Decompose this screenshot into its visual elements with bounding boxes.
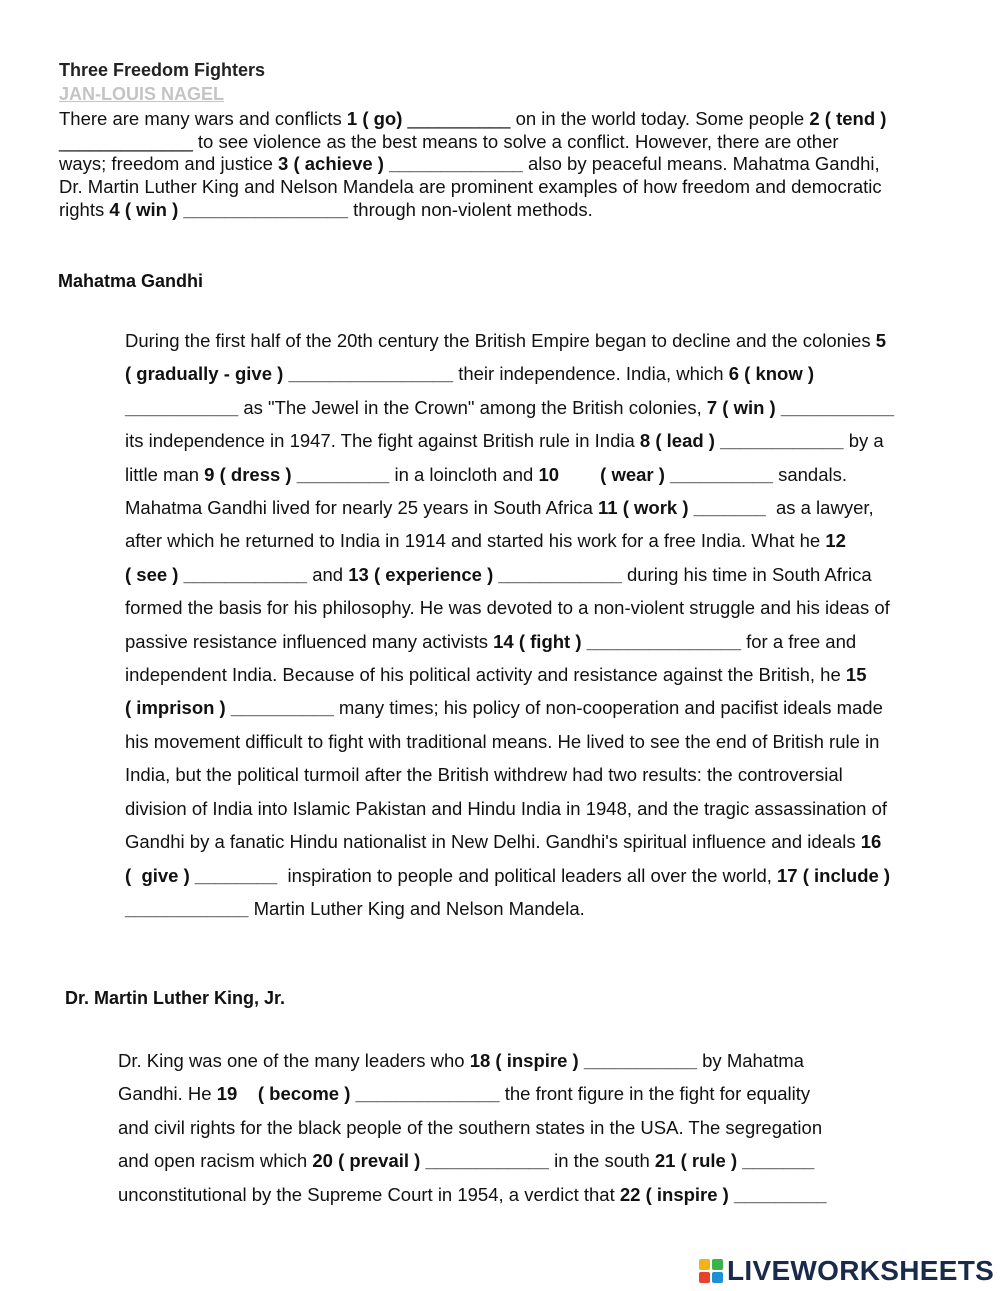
gandhi-line: During the first half of the 20th century the British Empire began to decline and the colonies 5 [125, 330, 887, 351]
intro-paragraph [59, 108, 959, 222]
gandhi-line: ____________ Martin Luther King and Nelson Mandela. [125, 897, 585, 919]
gandhi-line: his movement difficult to fight with traditional means. He lived to see the end of British rule in [125, 730, 880, 752]
document-title: Three Freedom Fighters [59, 60, 266, 80]
intro-line: rights 4 ( win ) ________________ through non-violent methods. [59, 198, 593, 220]
intro-line: ways; freedom and justice 3 ( achieve ) _____________ also by peaceful means. Mahatma Gandhi, [59, 153, 880, 175]
king-line: unconstitutional by the Supreme Court in 1954, a verdict that 22 ( inspire ) _________ [118, 1183, 827, 1205]
gandhi-line: Mahatma Gandhi lived for nearly 25 years in South Africa 11 ( work ) _______ as a lawyer, [125, 497, 874, 519]
section-heading-gandhi: Mahatma Gandhi [58, 271, 204, 291]
gandhi-line: ___________ as "The Jewel in the Crown" among the British colonies, 7 ( win ) ___________ [125, 396, 895, 418]
gandhi-line: India, but the political turmoil after the British withdrew had two results: the controversial [125, 764, 843, 786]
liveworksheets-logo-icon [699, 1259, 723, 1283]
gandhi-line: division of India into Islamic Pakistan and Hindu India in 1948, and the tragic assassination of [125, 797, 888, 819]
gandhi-line: ( imprison ) __________ many times; his policy of non-cooperation and pacifist ideals made [125, 697, 883, 719]
liveworksheets-logo-text: LIVEWORKSHEETS [727, 1255, 995, 1286]
gandhi-line: little man 9 ( dress ) _________ in a loincloth and 10 ( wear ) __________ sandals. [125, 463, 847, 485]
king-line: and open racism which 20 ( prevail ) ____________ in the south 21 ( rule ) _______ [118, 1150, 815, 1172]
king-line: and civil rights for the black people of the southern states in the USA. The segregation [118, 1116, 823, 1138]
gandhi-line: passive resistance influenced many activists 14 ( fight ) _______________ for a free and [125, 630, 857, 652]
gandhi-line: ( gradually - give ) ________________ their independence. India, which 6 ( know ) [125, 363, 815, 385]
gandhi-line: Gandhi by a fanatic Hindu nationalist in New Delhi. Gandhi's spiritual influence and ideals 16 [125, 831, 882, 853]
author-name: JAN-LOUIS NAGEL [59, 84, 225, 104]
gandhi-line: ( see ) ____________ and 13 ( experience ) ____________ during his time in South Africa [125, 563, 872, 585]
king-line: Dr. King was one of the many leaders who 18 ( inspire ) ___________ by Mahatma [118, 1050, 804, 1071]
gandhi-paragraph [125, 324, 894, 925]
gandhi-line: its independence in 1947. The fight against British rule in India 8 ( lead ) ____________ by a [125, 430, 884, 452]
king-paragraph [118, 1044, 827, 1211]
intro-line: There are many wars and conflicts 1 ( go) __________ on in the world today. Some people 2 ( tend ) [59, 108, 887, 129]
intro-line: _____________ to see violence as the best means to solve a conflict. However, there are other [59, 130, 839, 152]
gandhi-line: independent India. Because of his political activity and resistance against the British, he 15 [125, 664, 867, 686]
king-line: Gandhi. He 19 ( become ) ______________ the front figure in the fight for equality [118, 1083, 811, 1105]
gandhi-line: after which he returned to India in 1914 and started his work for a free India. What he 12 [125, 530, 846, 552]
gandhi-line: ( give ) ________ inspiration to people and political leaders all over the world, 17 ( include ) [125, 864, 891, 886]
section-heading-king: Dr. Martin Luther King, Jr. [65, 988, 286, 1008]
intro-line: Dr. Martin Luther King and Nelson Mandela are prominent examples of how freedom and democratic [59, 176, 882, 198]
liveworksheets-logo [699, 1256, 994, 1286]
gandhi-line: formed the basis for his philosophy. He was devoted to a non-violent struggle and his ideas of [125, 597, 890, 619]
